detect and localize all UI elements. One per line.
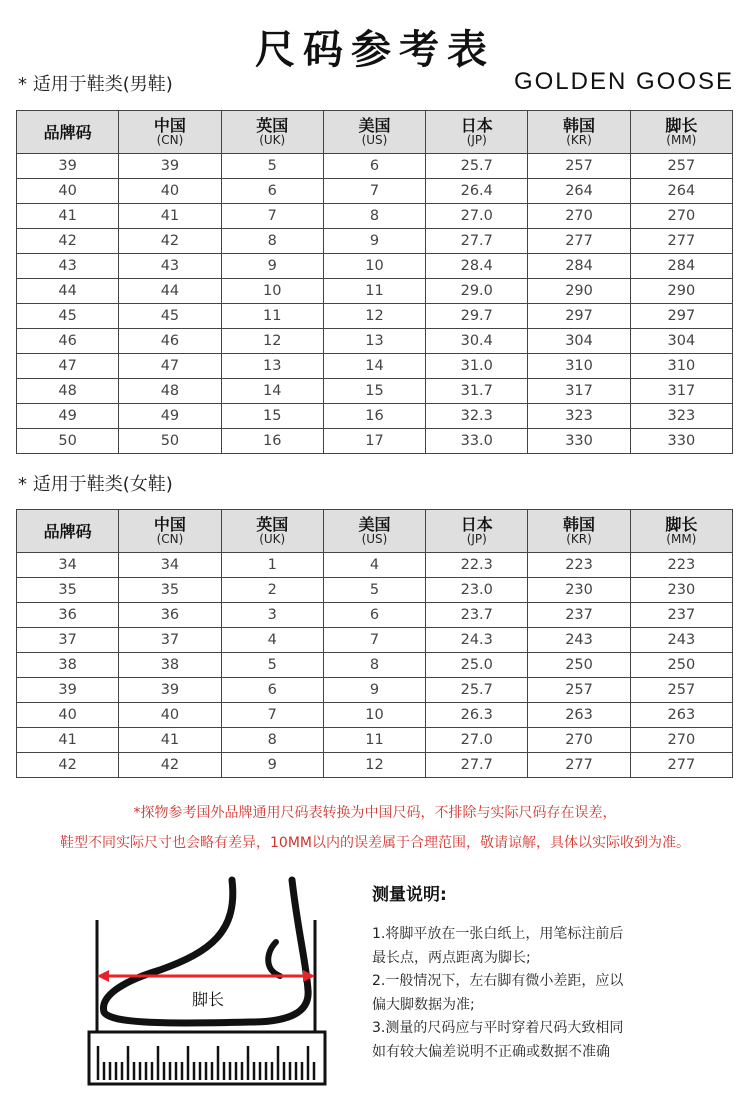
column-header-label: 中国 xyxy=(153,515,186,534)
foot-measure-diagram xyxy=(80,872,340,1092)
table-cell: 42 xyxy=(17,229,119,254)
table-cell: 257 xyxy=(528,154,630,179)
table-cell: 6 xyxy=(221,678,323,703)
table-cell: 250 xyxy=(630,653,732,678)
brand-logo: GOLDEN GOOSE xyxy=(513,68,734,95)
men-section-label: * 适用于鞋类(男鞋) xyxy=(18,74,173,95)
table-row xyxy=(17,329,733,354)
table-cell: 36 xyxy=(119,603,221,628)
table-cell: 263 xyxy=(528,703,630,728)
table-cell: 9 xyxy=(221,254,323,279)
table-cell: 257 xyxy=(528,678,630,703)
column-header-unit: (MM) xyxy=(666,133,697,147)
toe-icon xyxy=(268,942,280,976)
column-header xyxy=(221,111,323,154)
table-cell: 290 xyxy=(630,279,732,304)
table-cell: 23.0 xyxy=(426,578,528,603)
table-row xyxy=(17,553,733,578)
table-cell: 290 xyxy=(528,279,630,304)
table-row xyxy=(17,578,733,603)
table-cell: 5 xyxy=(221,154,323,179)
table-cell: 13 xyxy=(323,329,425,354)
table-row xyxy=(17,703,733,728)
table-cell: 41 xyxy=(17,728,119,753)
column-header-label: 美国 xyxy=(358,116,391,135)
table-cell: 330 xyxy=(630,429,732,454)
table-cell: 26.4 xyxy=(426,179,528,204)
column-header xyxy=(119,510,221,553)
arrow-left-head-icon xyxy=(97,970,109,982)
column-header-label: 韩国 xyxy=(563,515,596,534)
column-header xyxy=(17,111,119,154)
table-cell: 6 xyxy=(221,179,323,204)
table-row xyxy=(17,254,733,279)
table-cell: 237 xyxy=(630,603,732,628)
table-cell: 297 xyxy=(630,304,732,329)
men-size-table xyxy=(16,110,733,454)
column-header-unit: (CN) xyxy=(156,133,184,147)
table-cell: 39 xyxy=(17,678,119,703)
table-cell: 14 xyxy=(221,379,323,404)
table-cell: 223 xyxy=(630,553,732,578)
column-header-unit: (MM) xyxy=(666,532,697,546)
table-cell: 36 xyxy=(17,603,119,628)
table-cell: 50 xyxy=(17,429,119,454)
table-cell: 317 xyxy=(630,379,732,404)
table-cell: 7 xyxy=(221,204,323,229)
table-cell: 25.0 xyxy=(426,653,528,678)
table-cell: 31.0 xyxy=(426,354,528,379)
instruction-line: 1.将脚平放在一张白纸上，用笔标注前后 xyxy=(372,926,624,942)
table-cell: 39 xyxy=(119,678,221,703)
table-row xyxy=(17,279,733,304)
table-row xyxy=(17,753,733,778)
table-cell: 11 xyxy=(323,728,425,753)
table-cell: 42 xyxy=(119,229,221,254)
table-cell: 43 xyxy=(119,254,221,279)
table-cell: 284 xyxy=(630,254,732,279)
table-header-row xyxy=(17,510,733,553)
table-cell: 26.3 xyxy=(426,703,528,728)
table-cell: 40 xyxy=(17,703,119,728)
table-cell: 50 xyxy=(119,429,221,454)
column-header-unit: (CN) xyxy=(156,532,184,546)
table-cell: 25.7 xyxy=(426,154,528,179)
table-cell: 49 xyxy=(17,404,119,429)
table-cell: 304 xyxy=(528,329,630,354)
table-cell: 42 xyxy=(17,753,119,778)
table-cell: 13 xyxy=(221,354,323,379)
table-cell: 37 xyxy=(17,628,119,653)
column-header xyxy=(323,510,425,553)
table-cell: 29.0 xyxy=(426,279,528,304)
table-cell: 34 xyxy=(17,553,119,578)
table-cell: 270 xyxy=(528,204,630,229)
table-row xyxy=(17,429,733,454)
page-title: 尺码参考表 xyxy=(255,27,495,73)
table-cell: 48 xyxy=(17,379,119,404)
instruction-line: 如有较大偏差说明不正确或数据不准确 xyxy=(372,1043,610,1060)
table-cell: 8 xyxy=(221,229,323,254)
table-cell: 45 xyxy=(119,304,221,329)
column-header-label: 英国 xyxy=(256,116,289,135)
table-cell: 43 xyxy=(17,254,119,279)
table-cell: 25.7 xyxy=(426,678,528,703)
column-header xyxy=(426,510,528,553)
table-cell: 250 xyxy=(528,653,630,678)
table-row xyxy=(17,728,733,753)
table-cell: 49 xyxy=(119,404,221,429)
column-header xyxy=(630,111,732,154)
column-header-label: 美国 xyxy=(358,515,391,534)
table-cell: 270 xyxy=(630,204,732,229)
table-row xyxy=(17,404,733,429)
column-header xyxy=(323,111,425,154)
table-row xyxy=(17,379,733,404)
table-cell: 3 xyxy=(221,603,323,628)
table-cell: 10 xyxy=(221,279,323,304)
table-cell: 42 xyxy=(119,753,221,778)
foot-length-label: 脚长 xyxy=(191,990,225,1009)
table-cell: 41 xyxy=(17,204,119,229)
table-cell: 6 xyxy=(323,154,425,179)
table-row xyxy=(17,653,733,678)
table-cell: 35 xyxy=(17,578,119,603)
instruction-line: 2.一般情况下，左右脚有微小差距，应以 xyxy=(372,973,624,989)
table-cell: 257 xyxy=(630,678,732,703)
column-header xyxy=(630,510,732,553)
table-cell: 22.3 xyxy=(426,553,528,578)
table-cell: 310 xyxy=(630,354,732,379)
table-cell: 32.3 xyxy=(426,404,528,429)
disclaimer-line: 鞋型不同实际尺寸也会略有差异，10MM以内的误差属于合理范围，敬请谅解，具体以实际收到为准。 xyxy=(60,835,690,851)
column-header-label: 中国 xyxy=(153,116,186,135)
table-cell: 10 xyxy=(323,254,425,279)
table-cell: 5 xyxy=(323,578,425,603)
table-cell: 304 xyxy=(630,329,732,354)
table-cell: 41 xyxy=(119,728,221,753)
table-cell: 277 xyxy=(528,229,630,254)
table-cell: 7 xyxy=(323,179,425,204)
table-cell: 27.7 xyxy=(426,753,528,778)
table-cell: 277 xyxy=(528,753,630,778)
disclaimer-notes xyxy=(0,798,750,858)
table-cell: 243 xyxy=(528,628,630,653)
table-cell: 257 xyxy=(630,154,732,179)
table-cell: 8 xyxy=(221,728,323,753)
table-cell: 27.0 xyxy=(426,204,528,229)
column-header-label: 脚长 xyxy=(665,515,698,534)
table-row xyxy=(17,628,733,653)
column-header-label: 品牌码 xyxy=(43,521,92,541)
table-cell: 277 xyxy=(630,753,732,778)
table-cell: 15 xyxy=(323,379,425,404)
table-row xyxy=(17,204,733,229)
table-cell: 11 xyxy=(323,279,425,304)
table-cell: 40 xyxy=(119,703,221,728)
table-cell: 1 xyxy=(221,553,323,578)
column-header-label: 脚长 xyxy=(665,116,698,135)
table-cell: 16 xyxy=(221,429,323,454)
instruction-line: 偏大脚数据为准; xyxy=(372,996,475,1013)
table-cell: 29.7 xyxy=(426,304,528,329)
table-header-row xyxy=(17,111,733,154)
table-cell: 284 xyxy=(528,254,630,279)
column-header-unit: (JP) xyxy=(466,532,487,546)
table-cell: 14 xyxy=(323,354,425,379)
table-cell: 16 xyxy=(323,404,425,429)
table-cell: 41 xyxy=(119,204,221,229)
table-cell: 317 xyxy=(528,379,630,404)
table-cell: 8 xyxy=(323,653,425,678)
table-cell: 297 xyxy=(528,304,630,329)
instruction-line: 最长点，两点距离为脚长; xyxy=(372,949,531,966)
column-header xyxy=(119,111,221,154)
table-cell: 38 xyxy=(17,653,119,678)
table-cell: 243 xyxy=(630,628,732,653)
table-row xyxy=(17,179,733,204)
table-cell: 34 xyxy=(119,553,221,578)
column-header-unit: (KR) xyxy=(566,532,592,546)
table-cell: 270 xyxy=(630,728,732,753)
column-header xyxy=(17,510,119,553)
table-cell: 2 xyxy=(221,578,323,603)
table-row xyxy=(17,229,733,254)
table-cell: 277 xyxy=(630,229,732,254)
column-header-unit: (KR) xyxy=(566,133,592,147)
column-header-label: 韩国 xyxy=(563,116,596,135)
column-header-unit: (UK) xyxy=(259,133,286,147)
table-cell: 230 xyxy=(528,578,630,603)
column-header-label: 日本 xyxy=(460,515,493,534)
table-cell: 12 xyxy=(323,753,425,778)
column-header xyxy=(528,510,630,553)
column-header xyxy=(426,111,528,154)
table-cell: 323 xyxy=(528,404,630,429)
table-cell: 330 xyxy=(528,429,630,454)
table-cell: 48 xyxy=(119,379,221,404)
column-header-unit: (UK) xyxy=(259,532,286,546)
table-cell: 7 xyxy=(323,628,425,653)
table-cell: 11 xyxy=(221,304,323,329)
table-cell: 30.4 xyxy=(426,329,528,354)
table-cell: 223 xyxy=(528,553,630,578)
table-cell: 310 xyxy=(528,354,630,379)
table-cell: 39 xyxy=(17,154,119,179)
column-header-unit: (US) xyxy=(361,532,388,546)
table-cell: 270 xyxy=(528,728,630,753)
column-header-label: 品牌码 xyxy=(43,122,92,142)
column-header-unit: (JP) xyxy=(466,133,487,147)
table-row xyxy=(17,304,733,329)
table-cell: 31.7 xyxy=(426,379,528,404)
table-cell: 4 xyxy=(323,553,425,578)
column-header xyxy=(221,510,323,553)
table-cell: 12 xyxy=(221,329,323,354)
column-header-label: 英国 xyxy=(256,515,289,534)
table-cell: 46 xyxy=(119,329,221,354)
table-cell: 33.0 xyxy=(426,429,528,454)
table-cell: 7 xyxy=(221,703,323,728)
table-cell: 4 xyxy=(221,628,323,653)
table-cell: 8 xyxy=(323,204,425,229)
table-cell: 47 xyxy=(119,354,221,379)
table-cell: 9 xyxy=(323,229,425,254)
table-cell: 23.7 xyxy=(426,603,528,628)
table-cell: 39 xyxy=(119,154,221,179)
table-cell: 264 xyxy=(528,179,630,204)
table-cell: 35 xyxy=(119,578,221,603)
table-row xyxy=(17,154,733,179)
column-header xyxy=(528,111,630,154)
table-cell: 27.7 xyxy=(426,229,528,254)
table-cell: 38 xyxy=(119,653,221,678)
table-cell: 237 xyxy=(528,603,630,628)
table-cell: 27.0 xyxy=(426,728,528,753)
table-cell: 44 xyxy=(119,279,221,304)
instruction-line: 3.测量的尺码应与平时穿着尺码大致相同 xyxy=(372,1020,624,1036)
column-header-unit: (US) xyxy=(361,133,388,147)
table-cell: 28.4 xyxy=(426,254,528,279)
table-cell: 6 xyxy=(323,603,425,628)
instructions-heading: 测量说明: xyxy=(372,885,447,905)
table-cell: 230 xyxy=(630,578,732,603)
table-cell: 40 xyxy=(17,179,119,204)
table-cell: 17 xyxy=(323,429,425,454)
women-section-label: * 适用于鞋类(女鞋) xyxy=(18,474,173,495)
table-cell: 45 xyxy=(17,304,119,329)
table-cell: 264 xyxy=(630,179,732,204)
disclaimer-line: *探物参考国外品牌通用尺码表转换为中国尺码，不排除与实际尺码存在误差， xyxy=(133,805,617,821)
table-cell: 24.3 xyxy=(426,628,528,653)
table-cell: 47 xyxy=(17,354,119,379)
table-cell: 12 xyxy=(323,304,425,329)
table-cell: 40 xyxy=(119,179,221,204)
table-cell: 15 xyxy=(221,404,323,429)
table-cell: 37 xyxy=(119,628,221,653)
table-row xyxy=(17,603,733,628)
table-cell: 10 xyxy=(323,703,425,728)
table-cell: 5 xyxy=(221,653,323,678)
women-size-table xyxy=(16,509,733,778)
column-header-label: 日本 xyxy=(460,116,493,135)
table-cell: 46 xyxy=(17,329,119,354)
measurement-instructions xyxy=(372,880,732,1064)
table-row xyxy=(17,678,733,703)
table-cell: 9 xyxy=(323,678,425,703)
table-row xyxy=(17,354,733,379)
table-cell: 9 xyxy=(221,753,323,778)
table-cell: 263 xyxy=(630,703,732,728)
table-cell: 323 xyxy=(630,404,732,429)
table-cell: 44 xyxy=(17,279,119,304)
